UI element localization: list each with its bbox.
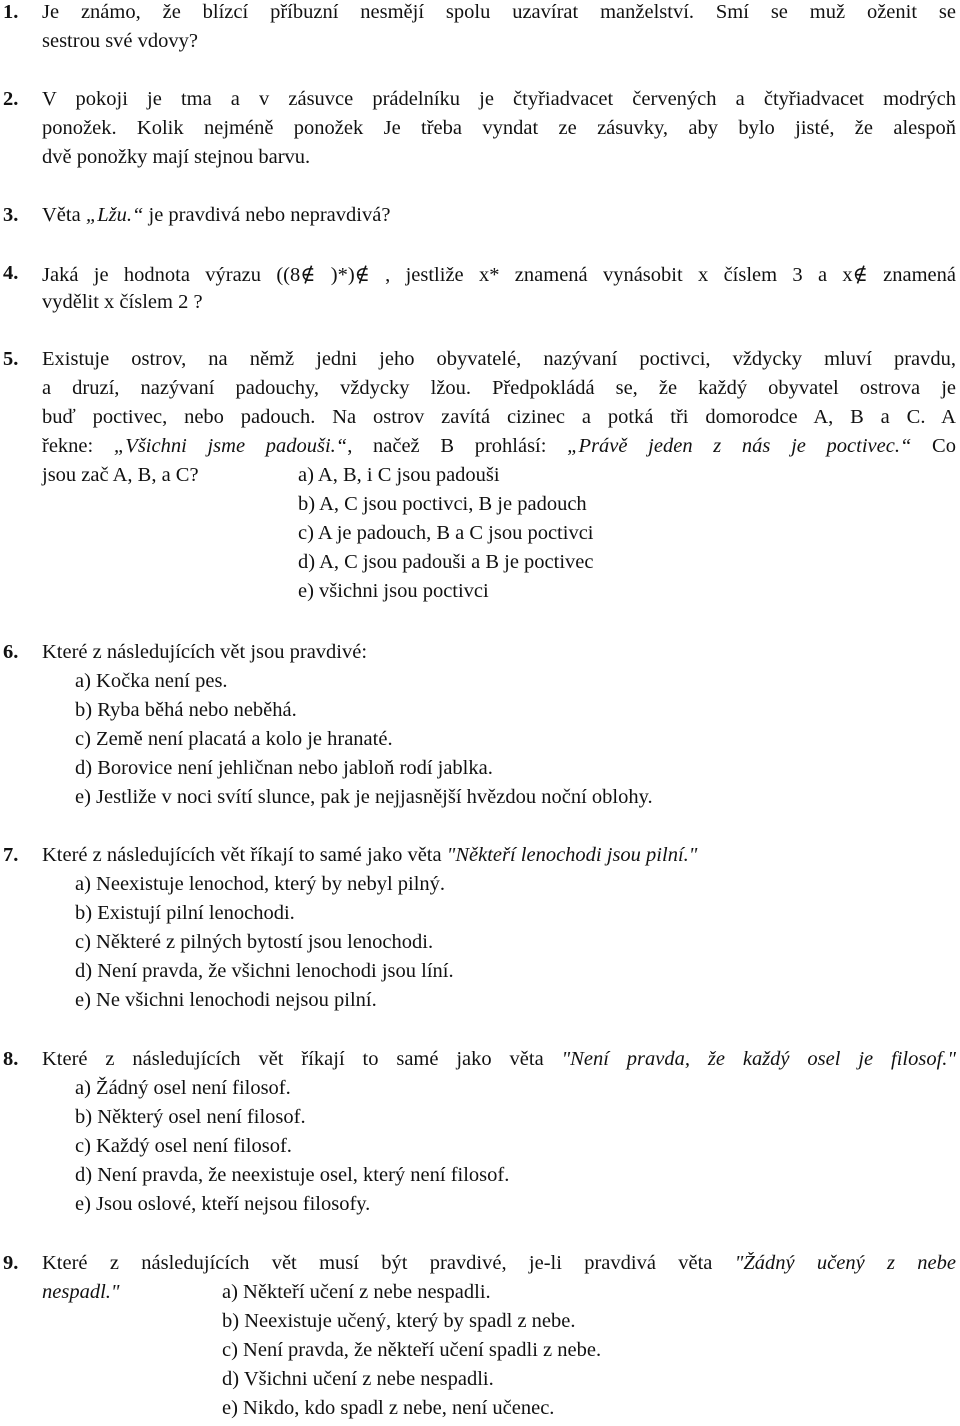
answer-option[interactable]: a) Kočka není pes. xyxy=(75,670,228,692)
text-segment: je pravdivá nebo nepravdivá? xyxy=(143,204,391,226)
question-number: 8. xyxy=(3,1048,19,1070)
question-number: 2. xyxy=(3,88,19,110)
question-text: Je známo, že blízcí příbuzní nesmějí spolu uzavírat manželství. Smí se muž oženit se xyxy=(42,1,956,23)
question-number: 3. xyxy=(3,204,19,226)
question-number: 1. xyxy=(3,1,19,23)
text-segment: Které z následujících vět říkají to samé jako věta xyxy=(42,1048,562,1070)
question-text: ponožek. Kolik nejméně ponožek Je třeba vyndat ze zásuvky, aby bylo jisté, že alespoň xyxy=(42,117,956,139)
quoted-sentence: "Někteří lenochodi jsou pilní." xyxy=(446,844,698,866)
question-number: 6. xyxy=(3,641,19,663)
text-segment: Které z následujících vět říkají to samé jako věta xyxy=(42,844,447,866)
answer-option[interactable]: d) Není pravda, že neexistuje osel, který není filosof. xyxy=(75,1164,510,1186)
text-segment: Které z následujících vět musí být pravdivé, je-li pravdivá věta xyxy=(42,1252,735,1274)
answer-option[interactable]: d) Borovice není jehličnan nebo jabloň rodí jablka. xyxy=(75,757,493,779)
question-text: V pokoji je tma a v zásuvce prádelníku je čtyřiadvacet červených a čtyřiadvacet modrých xyxy=(42,88,956,110)
answer-option[interactable]: d) A, C jsou padouši a B je poctivec xyxy=(298,551,594,573)
answer-option[interactable]: b) Ryba běhá nebo neběhá. xyxy=(75,699,297,721)
question-text: jsou zač A, B, a C? xyxy=(42,464,199,486)
text-segment: , načež B prohlásí: xyxy=(347,435,568,457)
answer-option[interactable]: b) A, C jsou poctivci, B je padouch xyxy=(298,493,587,515)
text-segment: Věta xyxy=(42,204,86,226)
answer-option[interactable]: b) Některý osel není filosof. xyxy=(75,1106,306,1128)
answer-option[interactable]: a) A, B, i C jsou padouši xyxy=(298,464,500,486)
answer-option[interactable]: e) Nikdo, kdo spadl z nebe, není učenec. xyxy=(222,1397,555,1419)
answer-option[interactable]: c) Země není placatá a kolo je hranaté. xyxy=(75,728,393,750)
answer-option[interactable]: e) Jestliže v noci svítí slunce, pak je nejjasnější hvězdou noční oblohy. xyxy=(75,786,653,808)
answer-option[interactable]: d) Není pravda, že všichni lenochodi jsou líní. xyxy=(75,960,454,982)
answer-option[interactable]: e) Jsou oslové, kteří nejsou filosofy. xyxy=(75,1193,371,1215)
question-text: vydělit x číslem 2 ? xyxy=(42,291,203,313)
quoted-sentence: "Není pravda, že každý osel je filosof." xyxy=(561,1048,956,1070)
answer-option[interactable]: a) Neexistuje lenochod, který by nebyl pilný. xyxy=(75,873,446,895)
text-segment: Co xyxy=(911,435,956,457)
answer-option[interactable]: a) Žádný osel není filosof. xyxy=(75,1077,291,1099)
answer-option[interactable]: c) Některé z pilných bytostí jsou lenochodi. xyxy=(75,931,434,953)
question-text: Které z následujících vět jsou pravdivé: xyxy=(42,641,368,663)
question-number: 9. xyxy=(3,1252,19,1274)
answer-option[interactable]: c) A je padouch, B a C jsou poctivci xyxy=(298,522,594,544)
answer-option[interactable]: e) všichni jsou poctivci xyxy=(298,580,489,602)
answer-option[interactable]: e) Ne všichni lenochodi nejsou pilní. xyxy=(75,989,377,1011)
question-text xyxy=(42,1252,956,1282)
quoted-sentence: „Všichni jsme padouši.“ xyxy=(113,435,348,457)
answer-option[interactable]: c) Není pravda, že někteří učení spadli z nebe. xyxy=(222,1339,602,1361)
question-text: Jaká je hodnota výrazu ((8∉ )*)∉ , jestliže x* znamená vynásobit x číslem 3 a x∉ znamená xyxy=(42,264,956,286)
question-text: dvě ponožky mají stejnou barvu. xyxy=(42,146,311,168)
quoted-sentence: "Žádný učený z nebe xyxy=(734,1252,956,1274)
question-number: 4. xyxy=(3,262,19,284)
question-text xyxy=(42,1048,956,1078)
answer-option[interactable]: b) Existují pilní lenochodi. xyxy=(75,902,295,924)
answer-option[interactable]: c) Každý osel není filosof. xyxy=(75,1135,292,1157)
question-number: 5. xyxy=(3,348,19,370)
question-text xyxy=(42,435,956,465)
quoted-sentence: „Lžu.“ xyxy=(85,204,144,226)
quoted-sentence: nespadl." xyxy=(42,1281,120,1303)
question-text: buď poctivec, nebo padouch. Na ostrov zavítá cizinec a potká tři domorodce A, B a C. A xyxy=(42,406,956,428)
answer-option[interactable]: b) Neexistuje učený, který by spadl z nebe. xyxy=(222,1310,576,1332)
answer-option[interactable]: a) Někteří učení z nebe nespadli. xyxy=(222,1281,491,1303)
text-segment: řekne: xyxy=(42,435,114,457)
quoted-sentence: „Právě jeden z nás je poctivec.“ xyxy=(567,435,912,457)
answer-option[interactable]: d) Všichni učení z nebe nespadli. xyxy=(222,1368,494,1390)
question-text: Existuje ostrov, na němž jedni jeho obyvatelé, nazývaní poctivci, vždycky mluví pravdu, xyxy=(42,348,956,370)
question-text xyxy=(42,204,390,227)
question-number: 7. xyxy=(3,844,19,866)
question-text: sestrou své vdovy? xyxy=(42,30,199,52)
question-text xyxy=(42,844,697,867)
question-text: a druzí, nazývaní padouchy, vždycky lžou. Předpokládá se, že každý obyvatel ostrova je xyxy=(42,377,956,399)
